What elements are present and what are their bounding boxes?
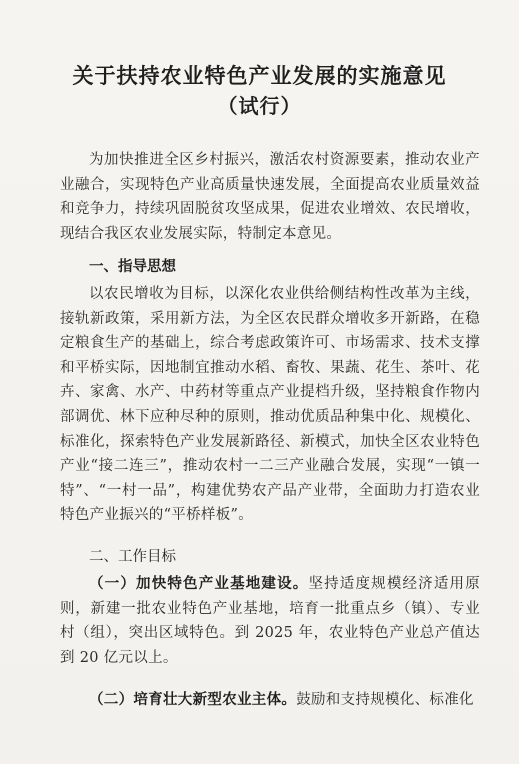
section1-heading: 一、指导思想 bbox=[89, 259, 176, 275]
section2-heading: 二、工作目标 bbox=[89, 549, 176, 565]
section2-item2-text: 鼓励和支持规模化、标准化 bbox=[296, 692, 474, 708]
section2-item1-text: 坚持适度规模经济适用原则，新建一批农业特色产业基地，培育一批重点乡（镇）、专业村（组），突出区域特色。到 2025 年，农业特色产业总产值达到 20 亿元以上。 bbox=[60, 576, 480, 666]
section2-item2-lead: （二）培育壮大新型农业主体。 bbox=[89, 692, 297, 708]
section1-paragraph: 以农民增收为目标，以深化农业供给侧结构性改革为主线，接轨新政策，采用新方法，为全区农民群众增收多开新路，在稳定粮食生产的基础上，综合考虑政策许可、市场需求、技术支撑和平桥实际，因地制宜推动水稻、畜牧、果蔬、花生、茶叶、花卉、家禽、水产、中药材等重点产业提档升级，坚持粮食作物内部调优、林下应种尽种的原则，推动优质品种集中化、规模化、标准化，探索特色产业发展新路径、新模式，加快全区农业特色产业“接二连三”，推动农村一二三产业融合发展，实现“一镇一特”、“一村一品”，构建优势农产品产业带，全面助力打造农业特色产业振兴的“平桥样板”。 bbox=[60, 286, 480, 524]
section2-item1-lead: （一）加快特色产业基地建设。 bbox=[89, 576, 309, 592]
document-title: 关于扶持农业特色产业发展的实施意见 bbox=[72, 64, 447, 88]
section2-item1-paragraph bbox=[60, 572, 480, 670]
intro-paragraph: 为加快推进全区乡村振兴，激活农村资源要素，推动农业产业融合，实现特色产业高质量快速发展，全面提高农业质量效益和竞争力，持续巩固脱贫攻坚成果，促进农业增效、农民增收，现结合我区农业发展实际，特制定本意见。 bbox=[60, 152, 480, 242]
section2-item2-paragraph bbox=[60, 688, 480, 713]
document-subtitle: （试行） bbox=[217, 94, 302, 118]
